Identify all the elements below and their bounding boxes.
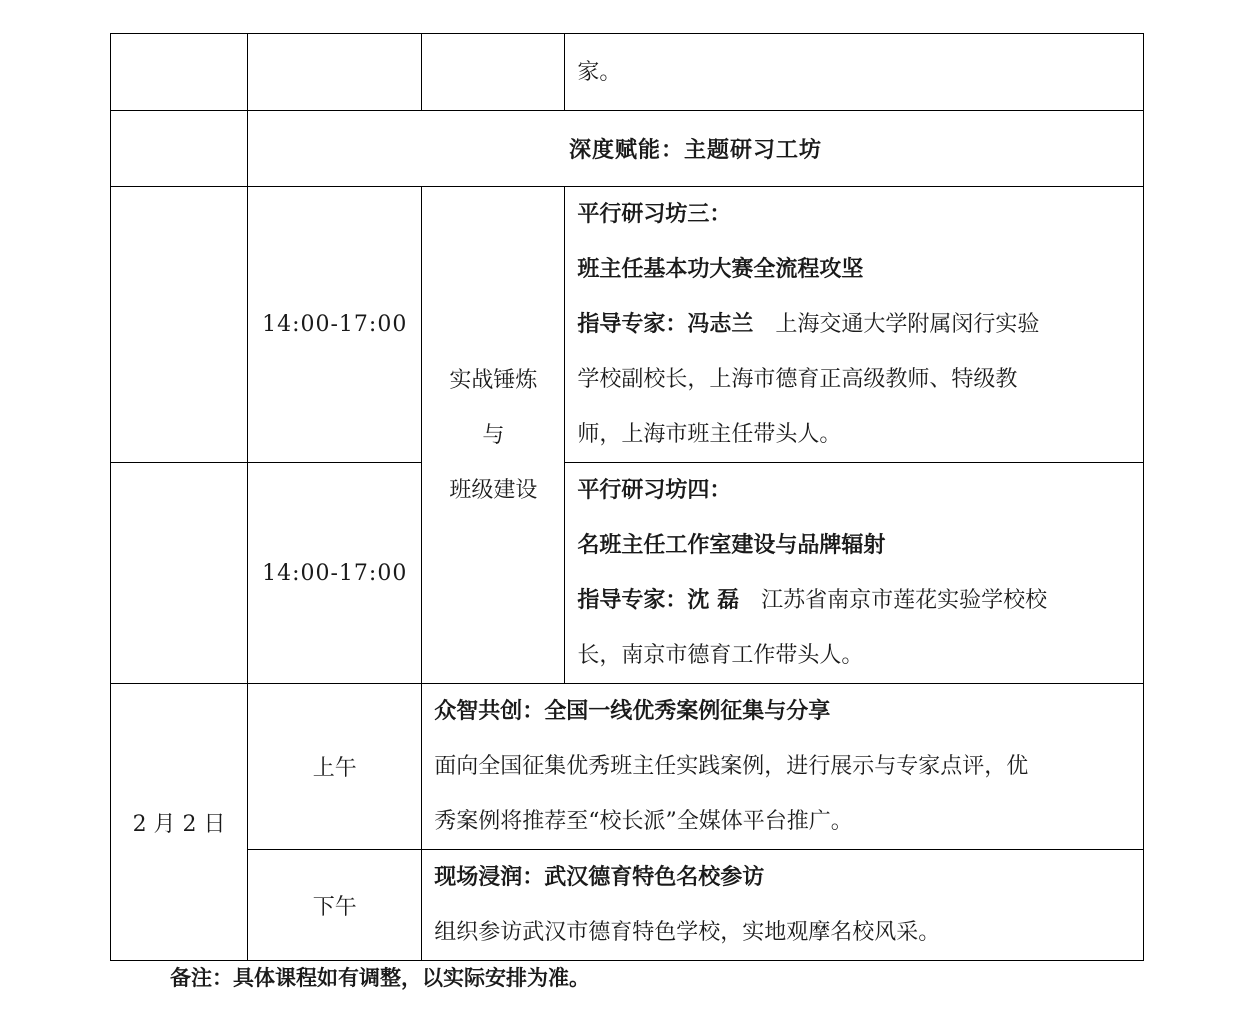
workshop3-title: 平行研习坊三： [577, 201, 732, 227]
table-cell [565, 34, 1144, 111]
table-row [111, 187, 1144, 463]
schedule-table [110, 33, 1144, 961]
afternoon-desc: 组织参访武汉市德育特色学校，实地观摩名校风采。 [434, 920, 941, 945]
theme-label-line: 班级建设 [449, 477, 538, 503]
workshop4-details [565, 463, 1144, 684]
table-row [111, 463, 1144, 684]
workshop3-expert-desc: 上海交通大学附属闵行实验 [753, 312, 1040, 337]
morning-desc: 秀案例将推荐至“校长派”全媒体平台推广。 [434, 809, 853, 834]
morning-details [422, 684, 1144, 850]
workshop3-details [565, 187, 1144, 463]
table-row [111, 34, 1144, 111]
workshop3-expert-desc: 师，上海市班主任带头人。 [577, 422, 842, 447]
table-cell [111, 111, 248, 187]
workshop4-subtitle: 名班主任工作室建设与品牌辐射 [577, 532, 886, 558]
table-cell [422, 34, 565, 111]
workshop4-expert-desc: 长，南京市德育工作带头人。 [577, 643, 864, 668]
workshop4-expert-label: 指导专家：沈 磊 [577, 587, 740, 613]
workshop4-time: 14:00-17:00 [248, 463, 422, 684]
continuation-text: 家。 [577, 59, 622, 85]
day2-date: 2 月 2 日 [111, 684, 248, 961]
morning-desc: 面向全国征集优秀班主任实践案例，进行展示与专家点评，优 [434, 754, 1029, 779]
workshop4-expert [577, 573, 1131, 628]
theme-label-line: 实战锤炼 [449, 367, 538, 393]
table-cell [111, 187, 248, 463]
afternoon-details [422, 850, 1144, 961]
theme-label [422, 187, 565, 684]
table-cell [111, 34, 248, 111]
morning-period: 上午 [248, 684, 422, 850]
section-heading: 深度赋能：主题研习工坊 [248, 111, 1144, 187]
workshop3-subtitle: 班主任基本功大赛全流程攻坚 [577, 256, 864, 282]
table-row [111, 684, 1144, 850]
workshop3-expert-desc: 学校副校长，上海市德育正高级教师、特级教 [577, 367, 1018, 392]
table-cell [111, 463, 248, 684]
footnote: 备注：具体课程如有调整，以实际安排为准。 [170, 966, 590, 990]
workshop4-title: 平行研习坊四： [577, 477, 732, 503]
table-row [111, 111, 1144, 187]
afternoon-title: 现场浸润：武汉德育特色名校参访 [434, 864, 765, 890]
workshop3-expert [577, 297, 1131, 352]
afternoon-period: 下午 [248, 850, 422, 961]
workshop3-time: 14:00-17:00 [248, 187, 422, 463]
table-row [111, 850, 1144, 961]
workshop4-expert-desc: 江苏省南京市莲花实验学校校 [739, 588, 1048, 613]
theme-label-line: 与 [482, 422, 505, 448]
workshop3-expert-label: 指导专家：冯志兰 [577, 311, 754, 337]
morning-title: 众智共创：全国一线优秀案例征集与分享 [434, 698, 831, 724]
table-cell [248, 34, 422, 111]
